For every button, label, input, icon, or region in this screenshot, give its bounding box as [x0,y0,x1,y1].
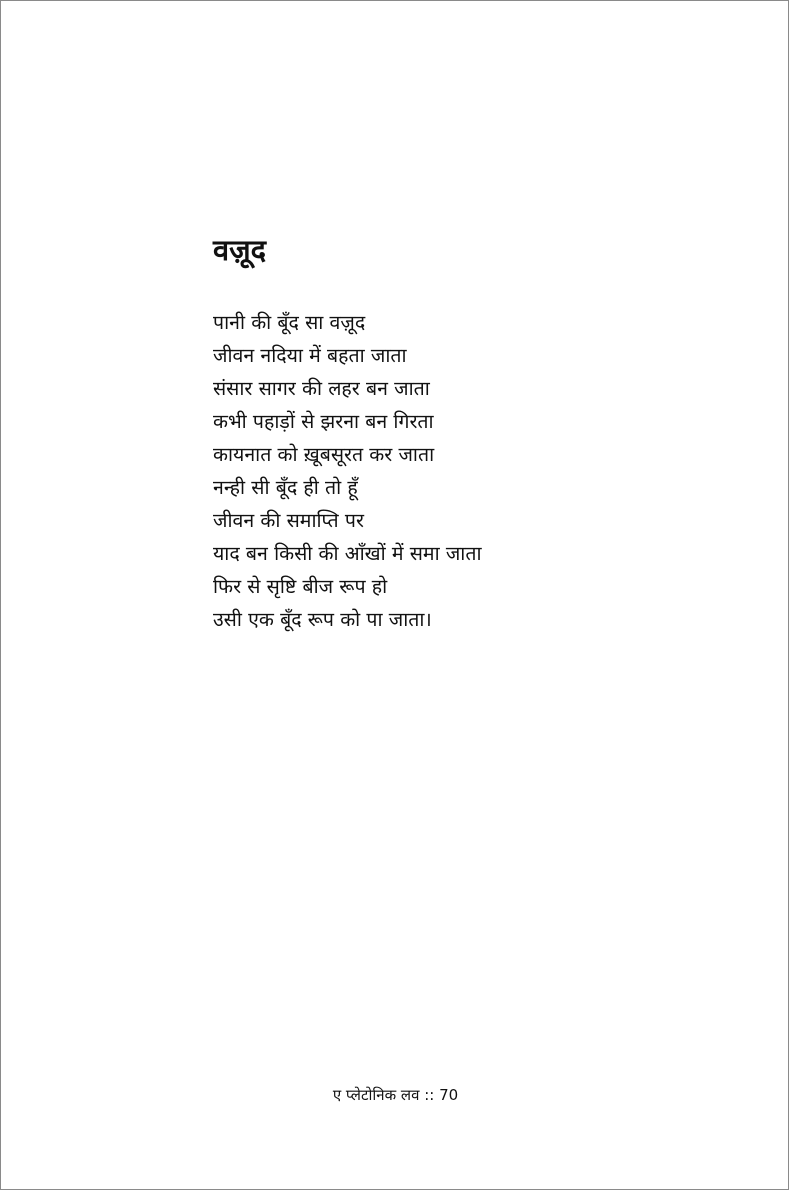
poem-line-2: जीवन नदिया में बहता जाता [213,344,407,367]
footer-separator: :: [424,1086,435,1104]
poem-line-8: याद बन किसी की आँखों में समा जाता [213,542,482,565]
poem-line-6: नन्ही सी बूँद ही तो हूँ [213,476,358,499]
poem-line-4: कभी पहाड़ों से झरना बन गिरता [213,410,434,433]
footer-book-title: ए प्लेटोनिक लव [332,1086,420,1104]
poem [213,223,482,631]
page-number: 70 [439,1086,459,1104]
poem-line-10: उसी एक बूँद रूप को पा जाता। [213,608,432,631]
page-footer [1,1082,789,1108]
poem-lines [213,306,533,636]
poem-line-9: फिर से सृष्टि बीज रूप हो [213,575,388,598]
poem-line-3: संसार सागर की लहर बन जाता [213,377,430,400]
poem-line-7: जीवन की समाप्ति पर [213,509,364,532]
poem-line-1: पानी की बूँद सा वज़ूद [213,311,366,334]
poem-title: वज़ूद [213,233,267,267]
poem-line-5: कायनात को ख़ूबसूरत कर जाता [213,443,435,466]
